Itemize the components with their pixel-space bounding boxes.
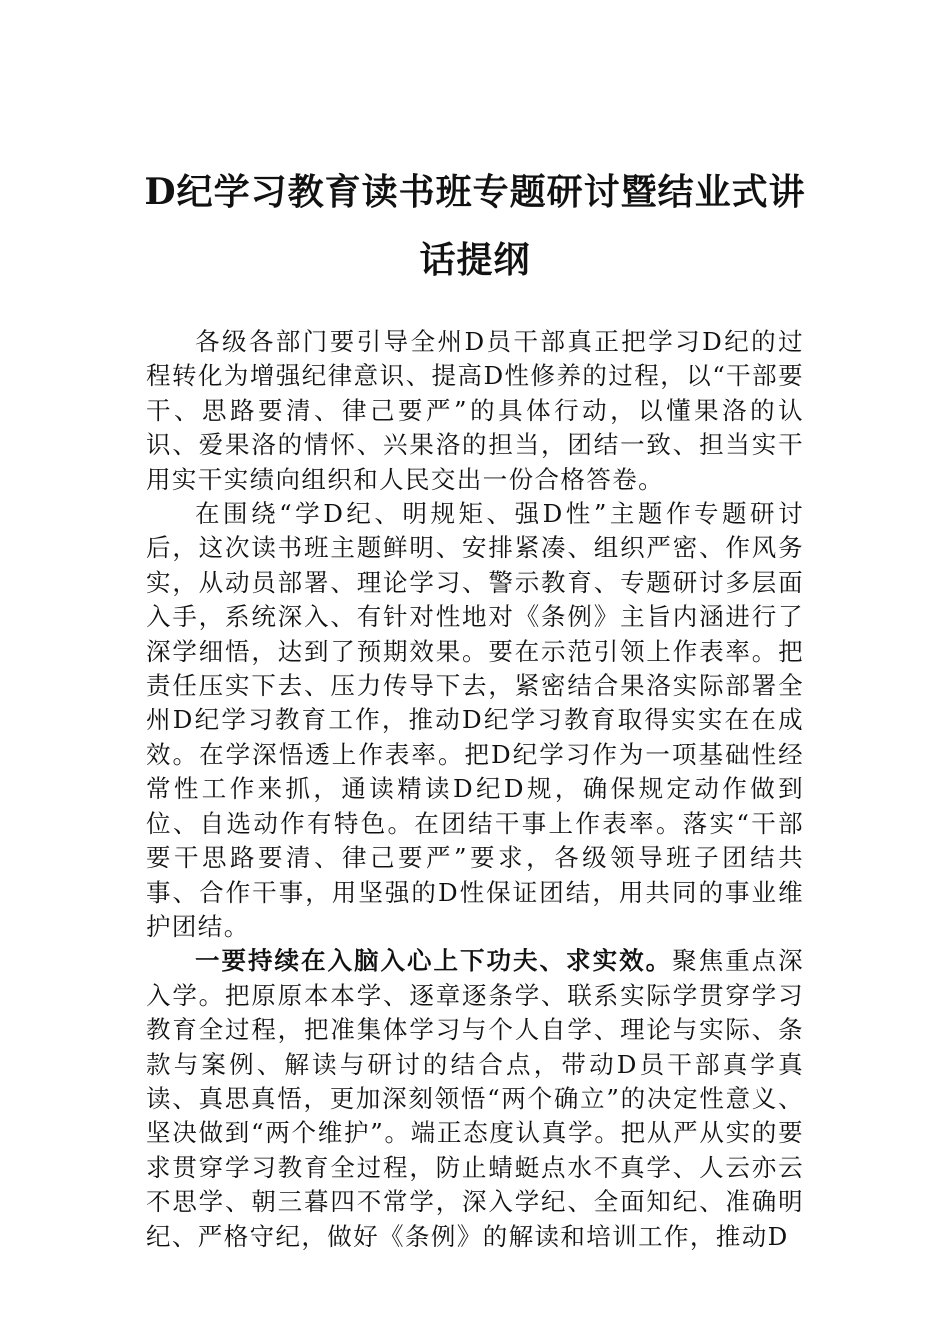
document-body — [146, 325, 804, 1254]
paragraph-3-lead: 一要持续在入脑入心上下功夫、求实效。 — [195, 946, 673, 976]
paragraph-2-text: 在围绕“学D纪、明规矩、强D性”主题作专题研讨后，这次读书班主题鲜明、安排紧凑、组织严密、作风务实，从动员部署、理论学习、警示教育、专题研讨多层面入手，系统深入、有针对性地对《条例》主旨内涵进行了深学细悟，达到了预期效果。要在示范引领上作表率。把责任压实下去、压力传导下去，紧密结合果洛实际部署全州D纪学习教育工作，推动D纪学习教育取得实实在在成效。在学深悟透上作表率。把D纪学习作为一项基础性经常性工作来抓，通读精读D纪D规，确保规定动作做到位、自选动作有特色。在团结干事上作表率。落实“干部要干思路要清、律己要严”要求，各级领导班子团结共事、合作干事，用坚强的D性保证团结，用共同的事业维护团结。 — [146, 499, 804, 941]
paragraph-3-text: 聚焦重点深入学。把原原本本学、逐章逐条学、联系实际学贯穿学习教育全过程，把准集体学习与个人自学、理论与实际、条款与案例、解读与研讨的结合点，带动D员干部真学真读、真思真悟，更加深刻领悟“两个确立”的决定性意义、坚决做到“两个维护”。端正态度认真学。把从严从实的要求贯穿学习教育全过程，防止蜻蜓点水不真学、人云亦云不思学、朝三暮四不常学，深入学纪、全面知纪、准确明纪、严格守纪，做好《条例》的解读和培训工作，推动D — [146, 946, 804, 1251]
document-title: D纪学习教育读书班专题研讨暨结业式讲话提纲 — [144, 171, 806, 281]
paragraph-2 — [146, 497, 804, 944]
paragraph-1 — [146, 325, 804, 497]
paragraph-1-text: 各级各部门要引导全州D员干部真正把学习D纪的过程转化为增强纪律意识、提高D性修养的过程，以“干部要干、思路要清、律己要严”的具体行动，以懂果洛的认识、爱果洛的情怀、兴果洛的担当，团结一致、担当实干用实干实绩向组织和人民交出一份合格答卷。 — [146, 327, 804, 494]
paragraph-3 — [146, 944, 804, 1254]
